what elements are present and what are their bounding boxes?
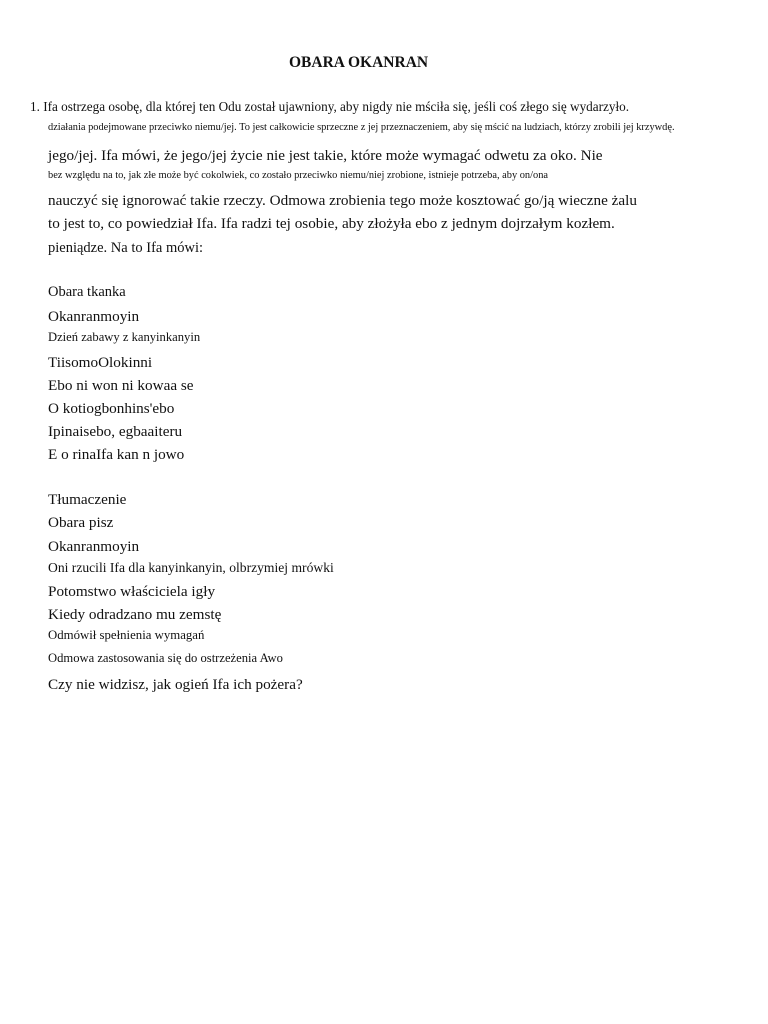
translation-heading: Tłumaczenie [48,491,127,508]
verse-line: TiisomoOlokinni [48,354,153,371]
translation-line: Oni rzucili Ifa dla kanyinkanyin, olbrzymiej mrówki [48,560,334,575]
intro-line-5: nauczyć się ignorować takie rzeczy. Odmowa zrobienia tego może kosztować go/ją wieczne żalu [48,192,637,209]
translation-line: Obara pisz [48,514,114,531]
verse-line: Ipinaisebo, egbaaiteru [48,423,183,440]
intro-line-1: 1. Ifa ostrzega osobę, dla której ten Odu został ujawniony, aby nigdy nie mściła się, jeśli coś złego się wydarzyło. [30,99,630,114]
intro-line-2: działania podejmowane przeciwko niemu/jej. To jest całkowicie sprzeczne z jej przeznaczeniem, aby się mścić na ludziach, którzy zrobili jej krzywdę. [48,122,675,133]
verse-line: E o rinaIfa kan n jowo [48,446,185,463]
intro-line-6: to jest to, co powiedział Ifa. Ifa radzi tej osobie, aby złożyła ebo z jednym dojrzałym kozłem. [48,215,615,232]
intro-line-3: jego/jej. Ifa mówi, że jego/jej życie nie jest takie, które może wymagać odwetu za oko. Nie [48,147,603,164]
verse-line: Dzień zabawy z kanyinkanyin [48,330,201,344]
translation-line: Odmowa zastosowania się do ostrzeżenia Awo [48,651,283,665]
intro-line-7: pieniądze. Na to Ifa mówi: [48,240,204,256]
translation-line: Potomstwo właściciela igły [48,583,216,600]
intro-line-4: bez względu na to, jak złe może być cokolwiek, co zostało przeciwko niemu/niej zrobione, istnieje potrzeba, aby on/ona [48,170,549,181]
verse-line: Ebo ni won ni kowaa se [48,377,194,394]
verse-line: Obara tkanka [48,284,126,300]
translation-line: Odmówił spełnienia wymagań [48,628,205,642]
translation-line: Kiedy odradzano mu zemstę [48,606,222,623]
translation-line: Okanranmoyin [48,538,140,555]
translation-line: Czy nie widzisz, jak ogień Ifa ich pożera? [48,676,303,693]
verse-line: O kotiogbonhins'ebo [48,400,175,417]
document-title: OBARA OKANRAN [289,54,429,71]
verse-line: Okanranmoyin [48,308,140,325]
